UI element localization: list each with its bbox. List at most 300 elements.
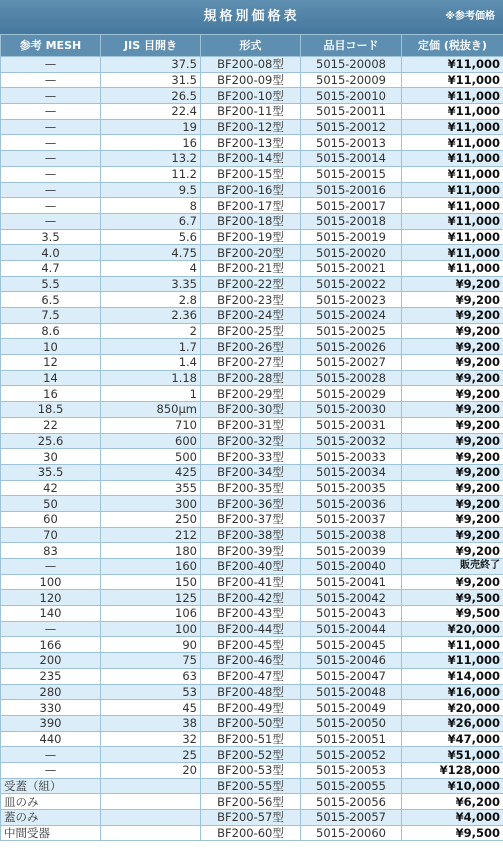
item-code-cell: 5015-20040: [301, 559, 402, 575]
price-cell: ¥9,200: [402, 323, 503, 339]
table-row: [1, 731, 503, 747]
price-cell: ¥11,000: [402, 88, 503, 104]
mesh-cell: 200: [1, 653, 101, 669]
mesh-cell: 60: [1, 511, 101, 527]
jis-opening-cell: 37.5: [101, 57, 201, 73]
price-cell: ¥11,000: [402, 653, 503, 669]
jis-opening-cell: [101, 810, 201, 826]
table-row: [1, 370, 503, 386]
table-row: [1, 323, 503, 339]
jis-opening-cell: 2.36: [101, 308, 201, 324]
mesh-cell: 166: [1, 637, 101, 653]
table-row: [1, 229, 503, 245]
table-row: [1, 104, 503, 120]
table-row: [1, 276, 503, 292]
table-row: [1, 57, 503, 73]
mesh-cell: 受蓋（組）: [1, 778, 101, 794]
table-row: [1, 684, 503, 700]
price-cell: ¥51,000: [402, 747, 503, 763]
item-code-cell: 5015-20018: [301, 213, 402, 229]
jis-opening-cell: 1: [101, 386, 201, 402]
price-cell: ¥14,000: [402, 668, 503, 684]
table-row: [1, 637, 503, 653]
table-row: [1, 559, 503, 575]
mesh-cell: —: [1, 166, 101, 182]
table-row: [1, 198, 503, 214]
mesh-cell: 22: [1, 417, 101, 433]
jis-opening-cell: 2.8: [101, 292, 201, 308]
price-cell: ¥9,200: [402, 402, 503, 418]
model-cell: BF200-38型: [201, 527, 301, 543]
price-cell: 販売終了: [402, 559, 503, 575]
item-code-cell: 5015-20025: [301, 323, 402, 339]
price-cell: ¥9,200: [402, 480, 503, 496]
jis-opening-cell: 150: [101, 574, 201, 590]
jis-opening-cell: 45: [101, 700, 201, 716]
item-code-cell: 5015-20048: [301, 684, 402, 700]
price-cell: ¥11,000: [402, 151, 503, 167]
jis-opening-cell: 3.35: [101, 276, 201, 292]
mesh-cell: 4.7: [1, 260, 101, 276]
item-code-cell: 5015-20027: [301, 355, 402, 371]
price-cell: ¥11,000: [402, 166, 503, 182]
title-bar: [0, 0, 503, 34]
model-cell: BF200-31型: [201, 417, 301, 433]
table-row: [1, 260, 503, 276]
table-row: [1, 653, 503, 669]
item-code-cell: 5015-20050: [301, 715, 402, 731]
price-cell: ¥11,000: [402, 198, 503, 214]
mesh-cell: —: [1, 88, 101, 104]
jis-opening-cell: 710: [101, 417, 201, 433]
jis-opening-cell: 25: [101, 747, 201, 763]
item-code-cell: 5015-20019: [301, 229, 402, 245]
jis-opening-cell: 125: [101, 590, 201, 606]
price-cell: ¥9,200: [402, 574, 503, 590]
jis-opening-cell: 500: [101, 449, 201, 465]
table-row: [1, 480, 503, 496]
model-cell: BF200-46型: [201, 653, 301, 669]
jis-opening-cell: [101, 825, 201, 841]
model-cell: BF200-57型: [201, 810, 301, 826]
mesh-cell: 140: [1, 606, 101, 622]
mesh-cell: 8.6: [1, 323, 101, 339]
model-cell: BF200-26型: [201, 339, 301, 355]
table-row: [1, 151, 503, 167]
model-cell: BF200-30型: [201, 402, 301, 418]
mesh-cell: 14: [1, 370, 101, 386]
table-row: [1, 213, 503, 229]
table-row: [1, 119, 503, 135]
model-cell: BF200-56型: [201, 794, 301, 810]
price-cell: ¥11,000: [402, 229, 503, 245]
item-code-cell: 5015-20020: [301, 245, 402, 261]
item-code-cell: 5015-20038: [301, 527, 402, 543]
mesh-cell: —: [1, 747, 101, 763]
mesh-cell: 330: [1, 700, 101, 716]
item-code-cell: 5015-20024: [301, 308, 402, 324]
table-row: [1, 292, 503, 308]
table-row: [1, 810, 503, 826]
model-cell: BF200-55型: [201, 778, 301, 794]
table-row: [1, 574, 503, 590]
jis-opening-cell: [101, 778, 201, 794]
mesh-cell: —: [1, 72, 101, 88]
mesh-cell: 6.5: [1, 292, 101, 308]
jis-opening-cell: 13.2: [101, 151, 201, 167]
price-cell: ¥11,000: [402, 637, 503, 653]
jis-opening-cell: 32: [101, 731, 201, 747]
item-code-cell: 5015-20053: [301, 762, 402, 778]
jis-opening-cell: 1.7: [101, 339, 201, 355]
price-cell: ¥9,200: [402, 417, 503, 433]
table-row: [1, 402, 503, 418]
price-cell: ¥9,200: [402, 464, 503, 480]
item-code-cell: 5015-20045: [301, 637, 402, 653]
item-code-cell: 5015-20012: [301, 119, 402, 135]
jis-opening-cell: 22.4: [101, 104, 201, 120]
jis-opening-cell: 5.6: [101, 229, 201, 245]
price-cell: ¥9,200: [402, 386, 503, 402]
mesh-cell: 42: [1, 480, 101, 496]
table-row: [1, 464, 503, 480]
jis-opening-cell: 425: [101, 464, 201, 480]
item-code-cell: 5015-20030: [301, 402, 402, 418]
table-row: [1, 339, 503, 355]
item-code-cell: 5015-20032: [301, 433, 402, 449]
table-row: [1, 355, 503, 371]
model-cell: BF200-45型: [201, 637, 301, 653]
price-cell: ¥26,000: [402, 715, 503, 731]
item-code-cell: 5015-20011: [301, 104, 402, 120]
item-code-cell: 5015-20037: [301, 511, 402, 527]
price-cell: ¥11,000: [402, 260, 503, 276]
model-cell: BF200-08型: [201, 57, 301, 73]
jis-opening-cell: 250: [101, 511, 201, 527]
item-code-cell: 5015-20039: [301, 543, 402, 559]
mesh-cell: 50: [1, 496, 101, 512]
item-code-cell: 5015-20033: [301, 449, 402, 465]
item-code-cell: 5015-20055: [301, 778, 402, 794]
mesh-cell: —: [1, 104, 101, 120]
model-cell: BF200-24型: [201, 308, 301, 324]
table-row: [1, 511, 503, 527]
price-cell: ¥9,500: [402, 825, 503, 841]
mesh-cell: 235: [1, 668, 101, 684]
model-cell: BF200-50型: [201, 715, 301, 731]
item-code-cell: 5015-20026: [301, 339, 402, 355]
jis-opening-cell: 180: [101, 543, 201, 559]
price-cell: ¥9,200: [402, 527, 503, 543]
jis-opening-cell: 1.18: [101, 370, 201, 386]
jis-opening-cell: 90: [101, 637, 201, 653]
model-cell: BF200-39型: [201, 543, 301, 559]
price-cell: ¥128,000: [402, 762, 503, 778]
price-cell: ¥20,000: [402, 621, 503, 637]
table-row: [1, 182, 503, 198]
mesh-cell: 18.5: [1, 402, 101, 418]
item-code-cell: 5015-20056: [301, 794, 402, 810]
price-cell: ¥20,000: [402, 700, 503, 716]
item-code-cell: 5015-20051: [301, 731, 402, 747]
mesh-cell: 4.0: [1, 245, 101, 261]
mesh-cell: 5.5: [1, 276, 101, 292]
model-cell: BF200-60型: [201, 825, 301, 841]
model-cell: BF200-47型: [201, 668, 301, 684]
item-code-cell: 5015-20009: [301, 72, 402, 88]
item-code-cell: 5015-20036: [301, 496, 402, 512]
mesh-cell: 中間受器: [1, 825, 101, 841]
mesh-cell: 440: [1, 731, 101, 747]
mesh-cell: 390: [1, 715, 101, 731]
model-cell: BF200-14型: [201, 151, 301, 167]
item-code-cell: 5015-20008: [301, 57, 402, 73]
price-table: [0, 34, 503, 841]
table-row: [1, 166, 503, 182]
jis-opening-cell: 11.2: [101, 166, 201, 182]
price-cell: ¥9,200: [402, 355, 503, 371]
item-code-cell: 5015-20014: [301, 151, 402, 167]
item-code-cell: 5015-20044: [301, 621, 402, 637]
model-cell: BF200-34型: [201, 464, 301, 480]
price-cell: ¥11,000: [402, 104, 503, 120]
item-code-cell: 5015-20046: [301, 653, 402, 669]
price-cell: ¥16,000: [402, 684, 503, 700]
table-row: [1, 386, 503, 402]
mesh-cell: 25.6: [1, 433, 101, 449]
model-cell: BF200-48型: [201, 684, 301, 700]
jis-opening-cell: 63: [101, 668, 201, 684]
mesh-cell: —: [1, 762, 101, 778]
jis-opening-cell: 106: [101, 606, 201, 622]
price-cell: ¥9,500: [402, 606, 503, 622]
table-row: [1, 794, 503, 810]
model-cell: BF200-11型: [201, 104, 301, 120]
header-code: 品目コード: [301, 35, 402, 57]
model-cell: BF200-41型: [201, 574, 301, 590]
model-cell: BF200-19型: [201, 229, 301, 245]
mesh-cell: 280: [1, 684, 101, 700]
jis-opening-cell: 20: [101, 762, 201, 778]
header-jis: JIS 目開き: [101, 35, 201, 57]
jis-opening-cell: 9.5: [101, 182, 201, 198]
item-code-cell: 5015-20013: [301, 135, 402, 151]
model-cell: BF200-22型: [201, 276, 301, 292]
table-row: [1, 606, 503, 622]
item-code-cell: 5015-20029: [301, 386, 402, 402]
table-row: [1, 825, 503, 841]
item-code-cell: 5015-20052: [301, 747, 402, 763]
mesh-cell: —: [1, 119, 101, 135]
jis-opening-cell: 1.4: [101, 355, 201, 371]
mesh-cell: 16: [1, 386, 101, 402]
price-cell: ¥11,000: [402, 213, 503, 229]
item-code-cell: 5015-20035: [301, 480, 402, 496]
mesh-cell: —: [1, 198, 101, 214]
model-cell: BF200-52型: [201, 747, 301, 763]
table-row: [1, 527, 503, 543]
model-cell: BF200-51型: [201, 731, 301, 747]
price-cell: ¥9,200: [402, 370, 503, 386]
model-cell: BF200-27型: [201, 355, 301, 371]
price-cell: ¥9,200: [402, 433, 503, 449]
item-code-cell: 5015-20021: [301, 260, 402, 276]
jis-opening-cell: 75: [101, 653, 201, 669]
table-header: [1, 35, 503, 57]
header-model: 形式: [201, 35, 301, 57]
jis-opening-cell: 6.7: [101, 213, 201, 229]
table-body: [1, 57, 503, 841]
jis-opening-cell: 31.5: [101, 72, 201, 88]
price-cell: ¥11,000: [402, 245, 503, 261]
model-cell: BF200-16型: [201, 182, 301, 198]
jis-opening-cell: 38: [101, 715, 201, 731]
mesh-cell: —: [1, 151, 101, 167]
item-code-cell: 5015-20041: [301, 574, 402, 590]
model-cell: BF200-44型: [201, 621, 301, 637]
model-cell: BF200-18型: [201, 213, 301, 229]
header-price: 定価 (税抜き): [402, 35, 503, 57]
model-cell: BF200-23型: [201, 292, 301, 308]
price-cell: ¥9,200: [402, 292, 503, 308]
price-cell: ¥9,200: [402, 449, 503, 465]
price-cell: ¥9,200: [402, 543, 503, 559]
table-row: [1, 762, 503, 778]
page-title: 規格別価格表: [203, 9, 300, 24]
jis-opening-cell: 100: [101, 621, 201, 637]
model-cell: BF200-42型: [201, 590, 301, 606]
table-row: [1, 433, 503, 449]
table-row: [1, 245, 503, 261]
item-code-cell: 5015-20022: [301, 276, 402, 292]
mesh-cell: 3.5: [1, 229, 101, 245]
jis-opening-cell: 300: [101, 496, 201, 512]
price-cell: ¥11,000: [402, 182, 503, 198]
mesh-cell: 70: [1, 527, 101, 543]
table-row: [1, 590, 503, 606]
item-code-cell: 5015-20034: [301, 464, 402, 480]
price-cell: ¥11,000: [402, 72, 503, 88]
model-cell: BF200-33型: [201, 449, 301, 465]
mesh-cell: 皿のみ: [1, 794, 101, 810]
price-cell: ¥9,200: [402, 511, 503, 527]
mesh-cell: —: [1, 213, 101, 229]
jis-opening-cell: 4.75: [101, 245, 201, 261]
model-cell: BF200-43型: [201, 606, 301, 622]
mesh-cell: 30: [1, 449, 101, 465]
table-row: [1, 778, 503, 794]
jis-opening-cell: 16: [101, 135, 201, 151]
model-cell: BF200-28型: [201, 370, 301, 386]
jis-opening-cell: 53: [101, 684, 201, 700]
price-cell: ¥11,000: [402, 119, 503, 135]
table-row: [1, 88, 503, 104]
price-cell: ¥9,200: [402, 308, 503, 324]
jis-opening-cell: 850μm: [101, 402, 201, 418]
jis-opening-cell: 26.5: [101, 88, 201, 104]
jis-opening-cell: [101, 794, 201, 810]
mesh-cell: 蓋のみ: [1, 810, 101, 826]
model-cell: BF200-12型: [201, 119, 301, 135]
price-cell: ¥9,500: [402, 590, 503, 606]
table-row: [1, 543, 503, 559]
model-cell: BF200-09型: [201, 72, 301, 88]
item-code-cell: 5015-20049: [301, 700, 402, 716]
model-cell: BF200-35型: [201, 480, 301, 496]
mesh-cell: —: [1, 57, 101, 73]
item-code-cell: 5015-20047: [301, 668, 402, 684]
table-row: [1, 747, 503, 763]
jis-opening-cell: 212: [101, 527, 201, 543]
table-row: [1, 700, 503, 716]
header-mesh: 参考 MESH: [1, 35, 101, 57]
header-row: [1, 35, 503, 57]
mesh-cell: —: [1, 182, 101, 198]
model-cell: BF200-32型: [201, 433, 301, 449]
jis-opening-cell: 355: [101, 480, 201, 496]
table-row: [1, 135, 503, 151]
price-cell: ¥9,200: [402, 496, 503, 512]
jis-opening-cell: 2: [101, 323, 201, 339]
price-cell: ¥4,000: [402, 810, 503, 826]
mesh-cell: 120: [1, 590, 101, 606]
item-code-cell: 5015-20060: [301, 825, 402, 841]
item-code-cell: 5015-20043: [301, 606, 402, 622]
price-cell: ¥11,000: [402, 135, 503, 151]
model-cell: BF200-20型: [201, 245, 301, 261]
item-code-cell: 5015-20023: [301, 292, 402, 308]
jis-opening-cell: 4: [101, 260, 201, 276]
item-code-cell: 5015-20016: [301, 182, 402, 198]
item-code-cell: 5015-20017: [301, 198, 402, 214]
model-cell: BF200-10型: [201, 88, 301, 104]
item-code-cell: 5015-20042: [301, 590, 402, 606]
model-cell: BF200-15型: [201, 166, 301, 182]
price-cell: ¥10,000: [402, 778, 503, 794]
model-cell: BF200-29型: [201, 386, 301, 402]
table-row: [1, 72, 503, 88]
jis-opening-cell: 600: [101, 433, 201, 449]
price-cell: ¥9,200: [402, 339, 503, 355]
model-cell: BF200-13型: [201, 135, 301, 151]
model-cell: BF200-17型: [201, 198, 301, 214]
model-cell: BF200-25型: [201, 323, 301, 339]
mesh-cell: —: [1, 559, 101, 575]
mesh-cell: 12: [1, 355, 101, 371]
table-row: [1, 715, 503, 731]
mesh-cell: 7.5: [1, 308, 101, 324]
model-cell: BF200-21型: [201, 260, 301, 276]
item-code-cell: 5015-20010: [301, 88, 402, 104]
table-row: [1, 668, 503, 684]
item-code-cell: 5015-20015: [301, 166, 402, 182]
price-cell: ¥11,000: [402, 57, 503, 73]
jis-opening-cell: 160: [101, 559, 201, 575]
model-cell: BF200-49型: [201, 700, 301, 716]
mesh-cell: —: [1, 135, 101, 151]
item-code-cell: 5015-20057: [301, 810, 402, 826]
table-row: [1, 308, 503, 324]
mesh-cell: —: [1, 621, 101, 637]
model-cell: BF200-36型: [201, 496, 301, 512]
item-code-cell: 5015-20031: [301, 417, 402, 433]
item-code-cell: 5015-20028: [301, 370, 402, 386]
mesh-cell: 100: [1, 574, 101, 590]
price-cell: ¥6,200: [402, 794, 503, 810]
table-row: [1, 621, 503, 637]
jis-opening-cell: 19: [101, 119, 201, 135]
model-cell: BF200-40型: [201, 559, 301, 575]
